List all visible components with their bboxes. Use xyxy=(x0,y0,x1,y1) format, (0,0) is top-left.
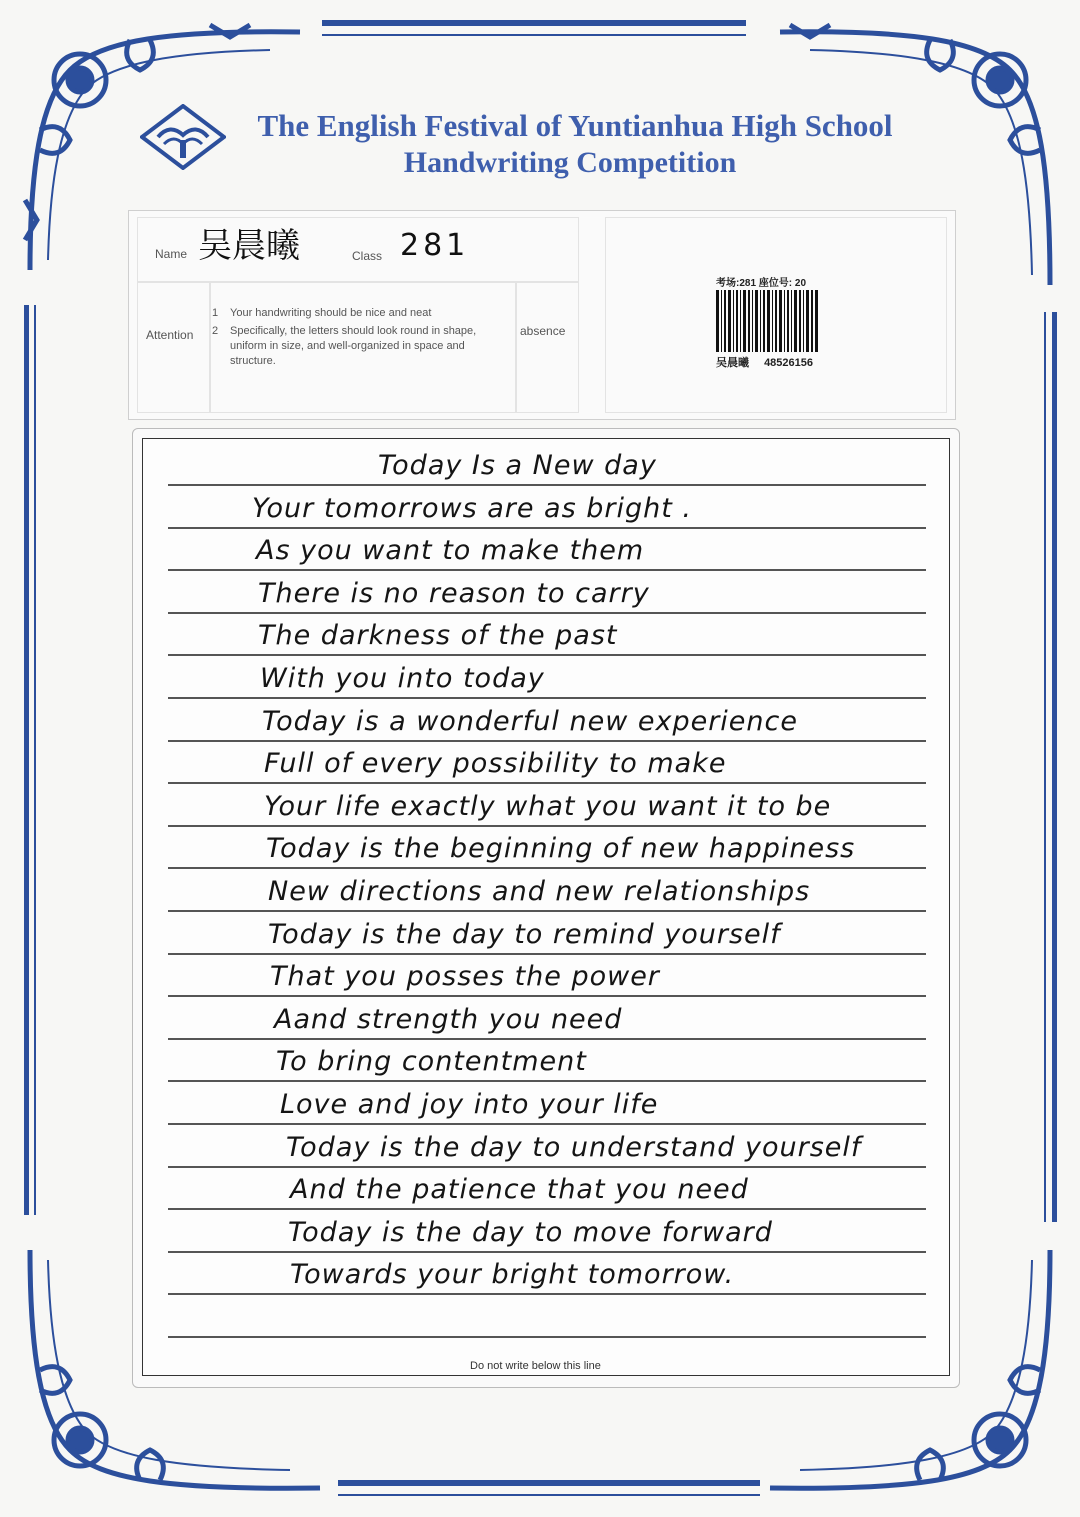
ruled-line xyxy=(168,1080,926,1082)
ruled-line xyxy=(168,569,926,571)
poem-line: Towards your bright tomorrow. xyxy=(290,1259,735,1290)
frame-top-bar xyxy=(322,20,746,26)
footer-note: Do not write below this line xyxy=(470,1360,601,1372)
poem-line: Your tomorrows are as bright . xyxy=(252,493,692,524)
ruled-line xyxy=(168,484,926,486)
poem-line: New directions and new relationships xyxy=(268,876,811,907)
ruled-line xyxy=(168,1251,926,1253)
frame-left-bar-thin xyxy=(34,305,36,1215)
ruled-line xyxy=(168,697,926,699)
poem-line: With you into today xyxy=(260,663,545,694)
absence-label: absence xyxy=(520,324,566,338)
ruled-line xyxy=(168,740,926,742)
frame-top-bar-thin xyxy=(322,34,746,36)
class-label: Class xyxy=(352,249,383,263)
ruled-line xyxy=(168,1336,926,1338)
poem-line: Aand strength you need xyxy=(274,1004,623,1035)
attention-label: Attention xyxy=(146,328,194,342)
poem-line: Today is the day to remind yourself xyxy=(268,919,781,950)
poem-line: Love and joy into your life xyxy=(280,1089,659,1120)
title-line-2: Handwriting Competition xyxy=(403,146,737,179)
poem-line: Your life exactly what you want it to be xyxy=(264,791,832,822)
ruled-line xyxy=(168,1208,926,1210)
ruled-line xyxy=(168,825,926,827)
ruled-line xyxy=(168,867,926,869)
attention-item: 2 Specifically, the letters should look round in shape, uniform in size, and well-organized in space and structure. xyxy=(212,325,477,367)
name-value: 吴晨曦 xyxy=(198,226,300,266)
frame-left-bar xyxy=(24,305,29,1215)
ruled-line xyxy=(168,1038,926,1040)
barcode-name: 吴晨曦 xyxy=(716,357,749,369)
frame-bottom-bar-thin xyxy=(338,1494,760,1496)
frame-right-bar-thin xyxy=(1044,312,1046,1222)
ruled-line xyxy=(168,910,926,912)
barcode-number: 48526156 xyxy=(764,357,814,369)
name-label: Name xyxy=(155,247,188,261)
poem-line: Today is a wonderful new experience xyxy=(262,706,798,737)
poem-line: Today is the day to move forward xyxy=(288,1217,773,1248)
poem-line: Full of every possibility to make xyxy=(264,748,727,779)
ruled-line xyxy=(168,1123,926,1125)
poem-line: Today is the day to understand yourself xyxy=(286,1132,862,1163)
poem-line: As you want to make them xyxy=(256,535,645,566)
ruled-line xyxy=(168,782,926,784)
exam-seat-info: 考场:281 座位号: 20 xyxy=(716,278,807,289)
ruled-line xyxy=(168,654,926,656)
attention-list xyxy=(212,306,502,372)
ruled-line xyxy=(168,527,926,529)
ruled-line xyxy=(168,612,926,614)
title-line-1: The English Festival of Yuntianhua High School xyxy=(257,108,893,143)
ruled-line xyxy=(168,953,926,955)
barcode-icon xyxy=(716,290,820,352)
attention-item: 1 Your handwriting should be nice and neat xyxy=(212,307,432,319)
poem-title: Today Is a New day xyxy=(378,450,657,481)
poem-line: To bring contentment xyxy=(276,1046,587,1077)
poem-line: The darkness of the past xyxy=(258,620,618,651)
school-logo-icon xyxy=(140,104,226,170)
ruled-line xyxy=(168,1166,926,1168)
ruled-line xyxy=(168,995,926,997)
barcode-caption xyxy=(716,354,813,370)
class-value: 281 xyxy=(400,228,470,263)
ruled-line xyxy=(168,1293,926,1295)
poem-line: And the patience that you need xyxy=(290,1174,749,1205)
frame-right-bar xyxy=(1052,312,1057,1222)
frame-bottom-bar xyxy=(338,1480,760,1486)
poem-line: There is no reason to carry xyxy=(258,578,650,609)
poem-line: That you posses the power xyxy=(270,961,660,992)
poem-line: Today is the beginning of new happiness xyxy=(266,833,856,864)
